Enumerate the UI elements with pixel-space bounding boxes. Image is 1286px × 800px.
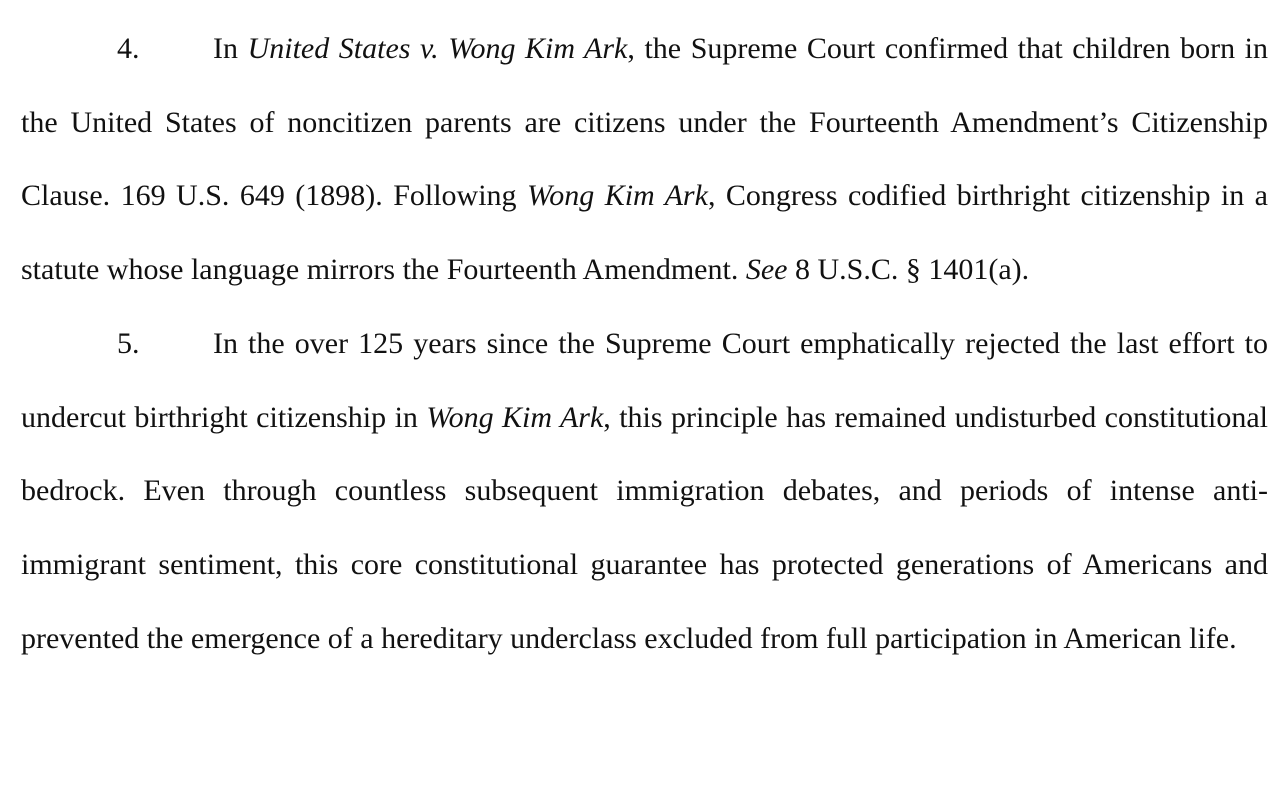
paragraph-4 <box>21 12 1268 307</box>
paragraph-text-segment: , this principle has remained undisturbed constitutional bedrock. Even through countless subsequent immigration debates, and periods of intense anti-immigrant sentiment, this core constitutional guarantee has protected generations of Americans and prevented the emergence of a hereditary underclass excluded from full participation in American life. <box>21 400 1268 655</box>
paragraph-text-segment: In the over 125 years since the Supreme Court emphatically rejected the last effort to undercut birthright citizenship in <box>21 326 1268 434</box>
case-name-italic: Wong Kim Ark <box>527 179 708 213</box>
citation-signal-italic: See <box>745 253 788 287</box>
case-name-italic: Wong Kim Ark <box>426 400 604 434</box>
case-name-italic: United States v. Wong Kim Ark <box>247 32 628 65</box>
paragraph-5 <box>21 307 1268 676</box>
paragraph-number: 5. <box>117 326 140 360</box>
paragraph-text-segment: , Congress codified birthright citizenship in a statute whose language mirrors the Fourteenth Amendment. <box>21 179 1268 287</box>
paragraph-text-segment: In <box>213 32 248 65</box>
paragraph-text-segment: 8 U.S.C. § 1401(a). <box>787 253 1030 287</box>
paragraph-number: 4. <box>117 32 140 65</box>
paragraph-text-segment: , the Supreme Court confirmed that children born in the United States of noncitizen parents are citizens under the Fourteenth Amendment’s Citizenship Clause. 169 U.S. 649 (1898). Following <box>21 32 1269 213</box>
